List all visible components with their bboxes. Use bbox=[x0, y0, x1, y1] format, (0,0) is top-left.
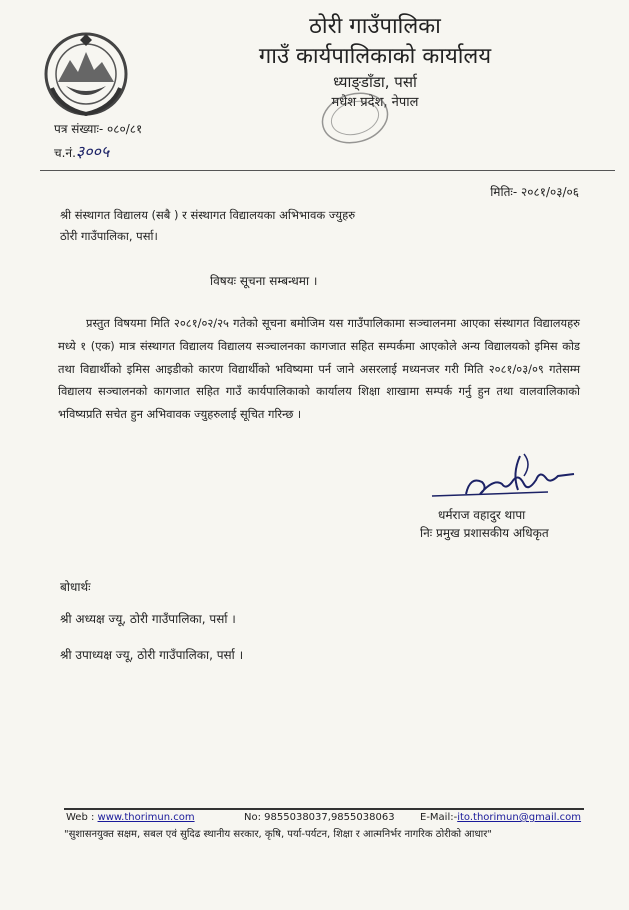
email-label: E-Mail:- bbox=[420, 812, 458, 823]
website-link[interactable]: www.thorimun.com bbox=[97, 812, 195, 823]
office-stamp-icon bbox=[318, 90, 392, 146]
signatory-title: निः प्रमुख प्रशासकीय अधिकृत bbox=[420, 526, 549, 540]
letter-date: मितिः- २०८१/०३/०६ bbox=[490, 185, 579, 199]
header-divider bbox=[40, 170, 615, 171]
signature-icon bbox=[428, 452, 578, 508]
website-label: Web : bbox=[66, 812, 95, 823]
footer-slogan: "सुशासनयुक्त सक्षम, सबल एवं सुदिढ स्थानीय सरकार, कृषि, पर्या-पर्यटन, शिक्षा र आत्मनिर्भर नागरिक ठोरीको आधार" bbox=[64, 829, 492, 840]
dispatch-value: ३००५ bbox=[75, 142, 110, 161]
signatory-name: धर्मराज वहादुर थापा bbox=[438, 508, 526, 522]
email-link[interactable]: ito.thorimun@gmail.com bbox=[457, 812, 582, 823]
dispatch-number bbox=[54, 140, 109, 162]
letter-number: पत्र संख्याः- ०८०/८१ bbox=[54, 122, 143, 136]
footer-divider bbox=[64, 808, 584, 810]
footer-email bbox=[420, 812, 581, 823]
letter-body: प्रस्तुत विषयमा मिति २०८१/०२/२५ गतेको सूचना बमोजिम यस गाउँपालिकामा सञ्चालनमा आएका संस्थागत विद्यालयहरु मध्ये १ (एक) मात्र संस्थागत विद्यालय विद्यालय सञ्चालनका कागजात सहित सम्पर्कमा आएकोले अन्य विद्यालयको इमिस कोड तथा विद्यार्थीको इमिस आइडीको कारण विद्यार्थीको भविष्यमा पर्न जाने असरलाई मध्यनजर गरी मिति २०८१/०३/०९ गतेसम्म विद्यालय सञ्चालनको कागजात सहित गाउँ कार्यपालिकाको कार्यालय शिक्षा शाखामा सम्पर्क गर्नु हुन तथा वालवालिकाको भविष्यप्रति सचेत हुन अभिवावक ज्युहरुलाई सूचित गरिन्छ । bbox=[58, 316, 580, 422]
recipient-line-1: श्री संस्थागत विद्यालय (सबै ) र संस्थागत विद्यालयका अभिभावक ज्युहरु bbox=[60, 208, 356, 222]
footer-phone: No: 9855038037,9855038063 bbox=[244, 812, 395, 823]
nepal-emblem-icon bbox=[40, 30, 132, 118]
letter-subject: विषयः सूचना सम्बन्धमा । bbox=[210, 274, 318, 288]
cc-item: श्री अध्यक्ष ज्यू, ठोरी गाउँपालिका, पर्सा । bbox=[60, 612, 236, 626]
footer-website bbox=[66, 812, 195, 823]
recipient-line-2: ठोरी गाउँपालिका, पर्सा। bbox=[60, 229, 158, 243]
cc-label: बोधार्थः bbox=[60, 580, 91, 594]
office-province: मधेश प्रदेश, नेपाल bbox=[331, 95, 419, 110]
office-name: गाउँ कार्यपालिकाको कार्यालय bbox=[258, 44, 492, 69]
municipality-name: ठोरी गाउँपालिका bbox=[309, 14, 441, 39]
cc-item: श्री उपाध्यक्ष ज्यू, ठोरी गाउँपालिका, पर्सा । bbox=[60, 648, 244, 662]
office-location: ध्याङ्डाँडा, पर्सा bbox=[333, 73, 417, 91]
dispatch-label: च.नं. bbox=[54, 146, 76, 160]
